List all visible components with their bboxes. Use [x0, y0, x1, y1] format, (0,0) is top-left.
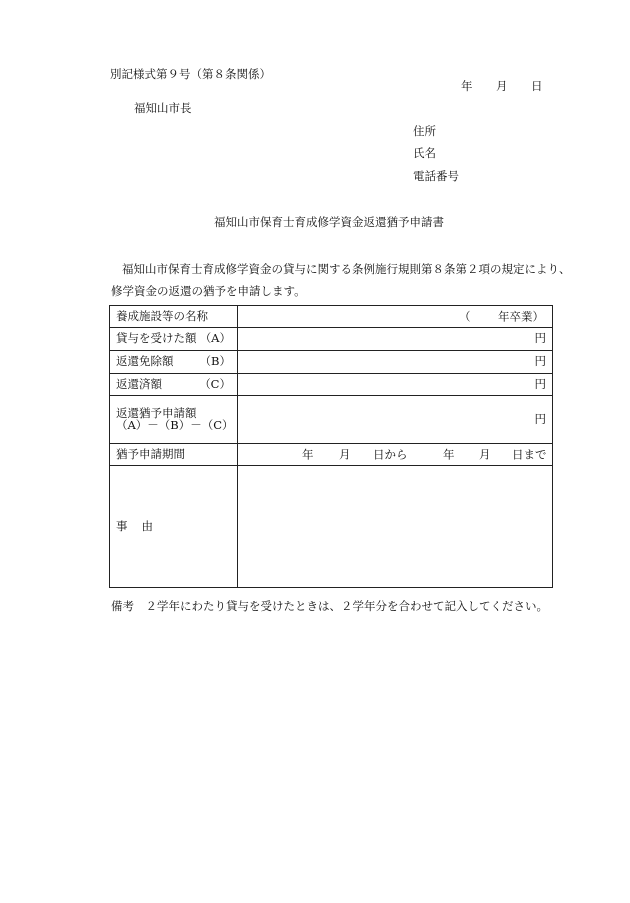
body-text-line2: 修学資金の返還の猶予を申請します。: [111, 284, 306, 298]
facility-row: [110, 306, 553, 328]
period-label: 猶予申請期間: [110, 444, 238, 466]
deferral-label-line1: 返還猶予申請額: [116, 406, 197, 420]
reason-label: 事由: [116, 518, 167, 533]
period-from-month: 月: [339, 446, 351, 461]
addressee: 福知山市長: [134, 101, 192, 115]
deferral-unit: 円: [534, 411, 546, 426]
reason-label-cell: [110, 466, 238, 588]
exempt-value[interactable]: [238, 351, 553, 374]
deferral-row: [110, 396, 553, 444]
reason-row: [110, 466, 553, 588]
date-year: 年: [461, 79, 473, 93]
date-day: 日: [531, 79, 543, 93]
facility-paren-open: （: [459, 308, 471, 323]
loan-mark: （A）: [199, 331, 231, 346]
period-to-month: 月: [479, 446, 491, 461]
body-text-line1: 福知山市保育士育成修学資金の貸与に関する条例施行規則第８条第２項の規定により、: [122, 262, 571, 276]
facility-value[interactable]: [238, 306, 553, 328]
deferral-label-line2: （A）－（B）－（C）: [116, 417, 234, 432]
exempt-label-cell: [110, 351, 238, 374]
repaid-row: [110, 374, 553, 396]
repaid-label-cell: [110, 374, 238, 396]
applicant-address-label: 住所: [413, 124, 436, 138]
reason-value[interactable]: [238, 466, 553, 588]
exempt-label: 返還免除額: [116, 354, 174, 369]
exempt-mark: （B）: [199, 354, 231, 369]
period-to-day: 日まで: [512, 446, 547, 461]
exempt-unit: 円: [534, 354, 546, 369]
period-row: [110, 444, 553, 466]
loan-row: [110, 328, 553, 351]
applicant-phone-label: 電話番号: [413, 169, 459, 183]
facility-grad: 年卒業）: [498, 308, 544, 323]
document-title: 福知山市保育士育成修学資金返還猶予申請書: [214, 215, 444, 229]
repaid-value[interactable]: [238, 374, 553, 396]
application-table: [109, 305, 553, 588]
deferral-label-cell: [110, 396, 238, 444]
deferral-value[interactable]: [238, 396, 553, 444]
facility-label: 養成施設等の名称: [110, 306, 238, 328]
exempt-row: [110, 351, 553, 374]
date-month: 月: [496, 79, 508, 93]
note: 備考 ２学年にわたり貸与を受けたときは、２学年分を合わせて記入してください。: [111, 599, 548, 613]
repaid-mark: （C）: [199, 376, 231, 391]
period-to-year: 年: [443, 446, 455, 461]
loan-unit: 円: [534, 331, 546, 346]
period-value[interactable]: [238, 444, 553, 466]
form-number: 別記様式第９号（第８条関係）: [110, 67, 271, 81]
period-from-year: 年: [302, 446, 314, 461]
loan-value[interactable]: [238, 328, 553, 351]
loan-label: 貸与を受けた額: [116, 331, 197, 346]
repaid-unit: 円: [534, 376, 546, 391]
loan-label-cell: [110, 328, 238, 351]
repaid-label: 返還済額: [116, 376, 162, 391]
applicant-name-label: 氏名: [413, 146, 436, 160]
period-from-day: 日から: [373, 446, 408, 461]
